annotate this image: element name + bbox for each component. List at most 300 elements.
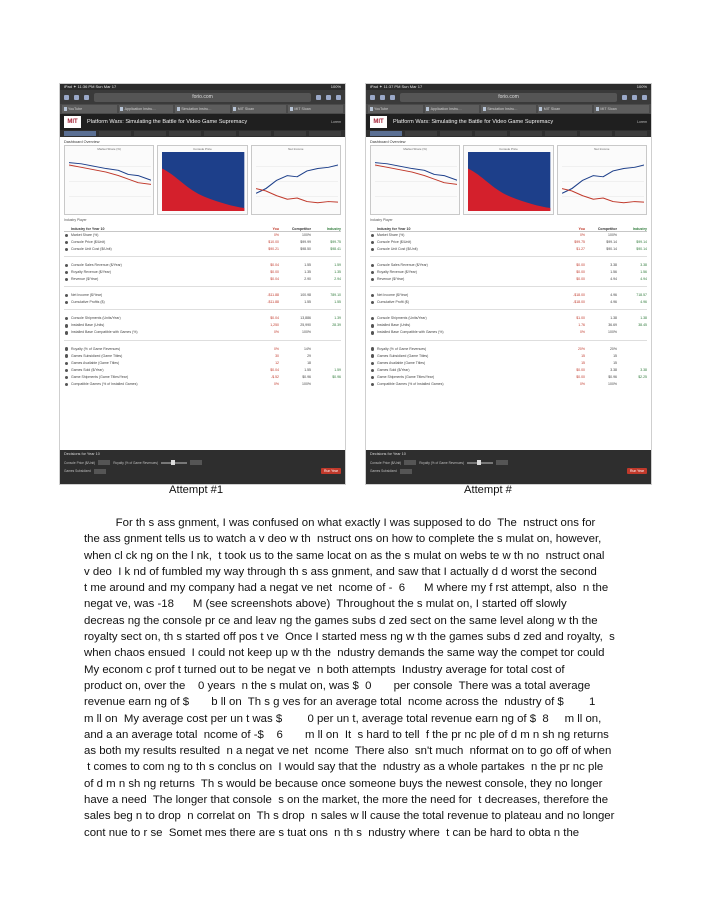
- status-right: 100%: [636, 84, 647, 89]
- decision-title: Decisions for Year 10: [64, 452, 100, 456]
- subnav-tab[interactable]: [370, 131, 402, 136]
- row-label: Royalty Revenue ($/Year): [71, 270, 111, 275]
- header-label: Industry for Year 10: [71, 227, 105, 231]
- table-row: [64, 322, 341, 329]
- essay-line: t me around and my company had a negat ve net ncome of - 6 M where my f rst attempt, also n the: [84, 582, 609, 595]
- table-row: [64, 374, 341, 381]
- tabs-icon[interactable]: [336, 95, 341, 100]
- row-label: Installed Base (Units): [377, 323, 411, 328]
- subnav-tab[interactable]: [274, 131, 306, 136]
- header-competitor: Competitor: [291, 227, 311, 231]
- series-line-competitor: [562, 165, 644, 193]
- table-row: [370, 381, 647, 388]
- essay-body: [84, 515, 634, 841]
- browser-tab[interactable]: MIT Sloan: [288, 105, 343, 113]
- mini-chart-title: Market Share (%): [403, 147, 427, 151]
- row-you-value: -$18.00: [573, 300, 585, 305]
- row-industry-value: 4.96: [640, 300, 647, 305]
- row-you-value: $0.04: [270, 277, 279, 282]
- address-bar[interactable]: forio.com: [400, 93, 617, 102]
- row-label: Compatible Games (% of Installed Games): [377, 381, 444, 386]
- subnav-tab[interactable]: [239, 131, 271, 136]
- mini-chart: [557, 145, 647, 215]
- header-label: Industry for Year 10: [377, 227, 411, 231]
- row-label: Installed Base Compatible with Games (%): [71, 330, 138, 335]
- table-row: [64, 353, 341, 360]
- essay-line: m ll on My average cost per un t was $ 0 per un t, average total revenue earn ng of $ 8 m ll on,: [84, 712, 602, 725]
- row-label: Console Sales Revenue ($/Year): [377, 263, 428, 268]
- decision-label: Royalty (% of Game Revenues): [113, 460, 159, 465]
- row-label: Games Subsidized (Game Titles): [377, 353, 429, 358]
- row-you-value: 20%: [577, 346, 585, 351]
- decision-label: Games Subsidized: [370, 469, 397, 473]
- table-row: [64, 276, 341, 283]
- row-competitor-value: 15: [613, 360, 617, 365]
- row-you-value: $0.04: [270, 263, 279, 268]
- row-industry-value: [617, 360, 647, 367]
- browser-tabs: [366, 104, 651, 114]
- section-label: Dashboard Overview: [64, 140, 100, 144]
- row-you-value: 0%: [579, 381, 585, 386]
- reload-icon[interactable]: [622, 95, 627, 100]
- mini-chart: [251, 145, 341, 215]
- table-row: [64, 269, 341, 276]
- row-competitor-value: 3.38: [610, 367, 617, 372]
- price-input[interactable]: [98, 460, 110, 465]
- mini-chart: [157, 145, 247, 215]
- row-industry-value: [617, 346, 647, 353]
- row-competitor-value: 4.96: [610, 300, 617, 305]
- run-year-button[interactable]: Run Year: [321, 468, 341, 474]
- row-label: Installed Base (Units): [71, 323, 105, 328]
- row-competitor-value: 1.55: [304, 300, 311, 305]
- row-industry-value: $99.14: [636, 240, 647, 245]
- subnav-tab[interactable]: [405, 131, 437, 136]
- subnav-tab[interactable]: [580, 131, 612, 136]
- row-you-value: $99.75: [574, 240, 585, 245]
- row-competitor-value: 14%: [303, 346, 311, 351]
- table-row: [64, 381, 341, 388]
- row-you-value: 12: [275, 360, 279, 365]
- row-industry-value: 1.59: [334, 367, 341, 372]
- browser-tab[interactable]: MIT Sloan: [594, 105, 649, 113]
- sub-navigation: [60, 130, 345, 137]
- essay-line: v deo I k nd of fumbled my way through th s ass gnment, and saw that I actually d d worst the second: [84, 565, 597, 578]
- row-label: Net Income ($/Year): [71, 293, 103, 298]
- browser-tab[interactable]: Simulation Instru…: [481, 105, 536, 113]
- row-you-value: 1,250: [270, 323, 279, 328]
- chart-legend: Industry Player: [64, 218, 87, 222]
- row-label: Games Sold ($/Year): [377, 367, 410, 372]
- decision-row: [370, 468, 647, 474]
- row-competitor-value: 25,990: [300, 323, 311, 328]
- table-row: [370, 315, 647, 322]
- decision-row: [64, 468, 341, 474]
- row-you-value: 0%: [273, 381, 279, 386]
- row-competitor-value: 1.55: [304, 367, 311, 372]
- royalty-slider[interactable]: [161, 462, 187, 464]
- mini-chart-plot: [162, 152, 244, 211]
- row-you-value: -$.52: [271, 374, 279, 379]
- row-label: Cumulative Profits ($): [71, 300, 105, 305]
- row-competitor-value: 15: [613, 353, 617, 358]
- mini-chart-title: Net Income: [594, 147, 610, 151]
- row-label: Net Income ($/Year): [377, 293, 409, 298]
- row-label: Games Available (Game Titles): [377, 360, 426, 365]
- table-row: [64, 329, 341, 336]
- share-icon[interactable]: [632, 95, 637, 100]
- header-you: You: [578, 227, 585, 231]
- mini-chart-plot: [562, 152, 644, 211]
- decision-row: [64, 460, 341, 465]
- series-line-competitor: [256, 165, 338, 193]
- row-competitor-value: $90.14: [606, 247, 617, 252]
- row-competitor-value: $0.96: [608, 374, 617, 379]
- app-header: [366, 114, 651, 130]
- mini-chart: [370, 145, 460, 215]
- row-label: Console Unit Cost ($/Unit): [377, 247, 418, 252]
- row-competitor-value: 13,886: [300, 316, 311, 321]
- mini-chart: [463, 145, 553, 215]
- app-title: Platform Wars: Simulating the Battle for Video Game Supremacy: [393, 119, 554, 125]
- row-label: Revenue ($/Year): [377, 277, 405, 282]
- row-industry-value: 4.94: [640, 277, 647, 282]
- browser-tab[interactable]: YouTube: [62, 105, 117, 113]
- essay-line: the ass gnment tells us to watch a v deo w th nstruct ons on how to complete the s mulat on, however,: [84, 533, 602, 546]
- row-competitor-value: 1.56: [610, 270, 617, 275]
- row-competitor-value: 29: [307, 353, 311, 358]
- subnav-tab[interactable]: [545, 131, 577, 136]
- row-industry-value: [617, 381, 647, 388]
- gridlines: [375, 167, 457, 197]
- browser-tab[interactable]: Application Instru…: [119, 105, 174, 113]
- row-you-value: $0.00: [576, 277, 585, 282]
- row-competitor-value: 100%: [302, 381, 311, 386]
- table-row: [64, 360, 341, 367]
- row-competitor-value: 3.38: [610, 263, 617, 268]
- header-industry: Industry: [632, 227, 647, 231]
- dashboard-content: [366, 137, 651, 388]
- dashboard-content: [60, 137, 345, 388]
- row-you-value: -$11.88: [267, 300, 279, 305]
- row-industry-value: $99.75: [330, 240, 341, 245]
- essay-line: and a an average total ncome of -$ 6 m ll on It s hard to tell f the pr nc ple of d m n sh ng returns: [84, 728, 609, 741]
- subnav-tab[interactable]: [615, 131, 647, 136]
- row-industry-value: 2.94: [334, 277, 341, 282]
- row-industry-value: 718.57: [636, 293, 647, 298]
- decision-title: Decisions for Year 10: [370, 452, 406, 456]
- row-you-value: 0%: [273, 330, 279, 335]
- essay-line: of d m n sh ng returns Th s would be because once someone buys the newest console, they no longer: [84, 777, 603, 790]
- mini-chart-title: Console Price: [193, 147, 212, 151]
- row-label: Console Price ($/Unit): [71, 240, 106, 245]
- decision-panel: [366, 450, 651, 484]
- row-industry-value: 3.38: [640, 263, 647, 268]
- row-competitor-value: 2.90: [304, 277, 311, 282]
- row-industry-value: [311, 381, 341, 388]
- table-row: [64, 239, 341, 246]
- book-icon[interactable]: [84, 95, 89, 100]
- mini-chart-title: Market Share (%): [97, 147, 121, 151]
- header-you: You: [272, 227, 279, 231]
- series-line-competitor: [375, 163, 457, 181]
- screenshot-attempt-1: [59, 83, 346, 485]
- row-you-value: $0.04: [270, 367, 279, 372]
- row-you-value: $0.04: [270, 316, 279, 321]
- subnav-tab[interactable]: [64, 131, 96, 136]
- table-row: [370, 374, 647, 381]
- row-you-value: 0%: [273, 233, 279, 237]
- row-industry-value: 1.38: [640, 316, 647, 321]
- decision-label: Console Price ($/Unit): [370, 460, 402, 465]
- row-industry-value: [617, 353, 647, 360]
- status-right: 100%: [330, 84, 341, 89]
- row-you-value: 15: [581, 360, 585, 365]
- essay-line: cont nue to r se Somet mes there are s tuat ons n th s ndustry where t can be hard to obta n the: [84, 826, 580, 839]
- row-you-value: 1.76: [578, 323, 585, 328]
- row-you-value: $0.00: [576, 367, 585, 372]
- mit-logo: MIT: [64, 116, 81, 128]
- table-row: [370, 329, 647, 336]
- subnav-tab[interactable]: [440, 131, 472, 136]
- row-industry-value: 1.39: [334, 316, 341, 321]
- row-industry-value: [311, 346, 341, 353]
- row-you-value: $0.00: [576, 263, 585, 268]
- mini-chart-plot: [256, 152, 338, 211]
- row-competitor-value: 100%: [608, 233, 617, 237]
- row-industry-value: [617, 329, 647, 336]
- essay-line: have a need The longer that console s on the market, the more the need for t decreases, therefore the: [84, 794, 609, 807]
- browser-tab[interactable]: YouTube: [368, 105, 423, 113]
- row-industry-value: 1.56: [640, 270, 647, 275]
- essay-line: when chaos ensued I could not keep up w th the ndustry demands the same way the compet tor could: [84, 647, 605, 660]
- chart-row: [64, 145, 341, 215]
- row-competitor-value: 100%: [302, 330, 311, 335]
- subnav-tab[interactable]: [99, 131, 131, 136]
- sub-navigation: [366, 130, 651, 137]
- screenshot-attempt-2: [365, 83, 652, 485]
- status-left: iPad ✦ 11:36 PM Sun Mar 17: [64, 84, 117, 89]
- table-row: [370, 269, 647, 276]
- row-competitor-value: 20%: [609, 346, 617, 351]
- table-row: [370, 262, 647, 269]
- table-row: [64, 346, 341, 353]
- row-competitor-value: 1.38: [610, 316, 617, 321]
- app-meta: Lorem: [637, 120, 647, 124]
- table-row: [370, 232, 647, 239]
- table-row: [370, 292, 647, 299]
- row-you-value: 0%: [579, 233, 585, 237]
- mini-chart-title: Console Price: [499, 147, 518, 151]
- row-label: Royalty (% of Game Revenues): [377, 346, 427, 351]
- row-label: Games Subsidized (Game Titles): [71, 353, 123, 358]
- row-you-value: $1.00: [576, 316, 585, 321]
- decision-label: Games Subsidized: [64, 469, 91, 473]
- row-label: Cumulative Profit ($): [377, 300, 409, 305]
- row-label: Game Shipments (Game Titles/Year): [377, 374, 435, 379]
- table-row: [370, 322, 647, 329]
- table-row: [64, 246, 341, 253]
- series-line-competitor: [69, 163, 151, 181]
- row-label: Market Share (%): [377, 233, 405, 237]
- mini-chart: [64, 145, 154, 215]
- subnav-tab[interactable]: [475, 131, 507, 136]
- row-industry-value: 789.10: [330, 293, 341, 298]
- status-left: iPad ✦ 11:37 PM Sun Mar 17: [370, 84, 423, 89]
- royalty-input[interactable]: [190, 460, 202, 465]
- row-competitor-value: 1.55: [304, 263, 311, 268]
- row-you-value: 0%: [579, 330, 585, 335]
- browser-tab[interactable]: MIT Sloan: [232, 105, 287, 113]
- table-row: [370, 299, 647, 306]
- book-icon[interactable]: [390, 95, 395, 100]
- table-row: [64, 292, 341, 299]
- essay-line: revenue earn ng of $ b ll on Th s g ves for an average total ncome across the ndustry of $ 1: [84, 696, 596, 709]
- row-label: Installed Base Compatible with Games (%): [377, 330, 444, 335]
- table-row: [64, 299, 341, 306]
- row-competitor-value: 100.98: [300, 293, 311, 298]
- browser-toolbar: [366, 90, 651, 104]
- tabs-icon[interactable]: [642, 95, 647, 100]
- row-you-value: $0.00: [576, 374, 585, 379]
- browser-tabs: [60, 104, 345, 114]
- series-line-player: [256, 189, 338, 203]
- mit-logo: MIT: [370, 116, 387, 128]
- row-industry-value: $90.14: [636, 247, 647, 252]
- essay-line: negat ve, was -18 M (see screenshots above) Throughout the s mulat on, I started off slowly: [84, 598, 567, 611]
- reload-icon[interactable]: [316, 95, 321, 100]
- row-competitor-value: 4.94: [610, 277, 617, 282]
- row-you-value: 0%: [273, 346, 279, 351]
- chart-row: [370, 145, 647, 215]
- row-label: Royalty (% of Game Revenues): [71, 346, 121, 351]
- row-competitor-value: 18: [307, 360, 311, 365]
- row-competitor-value: 36.69: [608, 323, 617, 328]
- series-line-player: [562, 189, 644, 203]
- table-row: [64, 262, 341, 269]
- share-icon[interactable]: [326, 95, 331, 100]
- row-you-value: -$18.00: [573, 293, 585, 298]
- row-industry-value: [311, 232, 341, 239]
- royalty-input[interactable]: [496, 460, 508, 465]
- app-title: Platform Wars: Simulating the Battle for Video Game Supremacy: [87, 119, 248, 125]
- row-label: Console Unit Cost ($/Unit): [71, 247, 112, 252]
- back-icon[interactable]: [64, 95, 69, 100]
- games-input[interactable]: [400, 469, 412, 474]
- row-industry-value: 1.35: [334, 270, 341, 275]
- essay-line: sales beg n to drop n correlat on Th s drop n sales w ll cause the total revenue to plateau and no longer: [84, 810, 615, 823]
- row-label: Game Shipments (Game Titles/Year): [71, 374, 129, 379]
- row-industry-value: $2.25: [638, 374, 647, 379]
- browser-tab[interactable]: Simulation Instru…: [175, 105, 230, 113]
- row-label: Royalty Revenue ($/Year): [377, 270, 417, 275]
- price-input[interactable]: [404, 460, 416, 465]
- essay-line: t comes to com ng to th s conclus on I would say that the ndustry as a whole partakes n the pr nc ple: [84, 761, 604, 774]
- subnav-tab[interactable]: [204, 131, 236, 136]
- caption-attempt-1: Attempt #1: [169, 484, 224, 496]
- row-industry-value: $0.96: [332, 374, 341, 379]
- browser-tab[interactable]: Application Instru…: [425, 105, 480, 113]
- subnav-tab[interactable]: [134, 131, 166, 136]
- essay-line: when cl ck ng on the l nk, t took us to the same locat on as the s mulat on webs te w th no nstruct onal: [84, 549, 605, 562]
- subnav-tab[interactable]: [309, 131, 341, 136]
- row-label: Games Available (Game Titles): [71, 360, 120, 365]
- section-label: Dashboard Overview: [370, 140, 406, 144]
- row-competitor-value: 100%: [608, 381, 617, 386]
- decision-panel: [60, 450, 345, 484]
- row-competitor-value: 1.35: [304, 270, 311, 275]
- row-label: Console Shipments (Units/Year): [377, 316, 427, 321]
- row-you-value: $0.00: [270, 270, 279, 275]
- essay-line: royalty sect on, th s started off pos t ve Once I started mess ng w th the games subs d zed and royalty, s: [84, 631, 615, 644]
- row-competitor-value: $0.96: [302, 374, 311, 379]
- row-competitor-value: $98.50: [300, 247, 311, 252]
- subnav-tab[interactable]: [169, 131, 201, 136]
- row-industry-value: [311, 329, 341, 336]
- row-industry-value: [311, 353, 341, 360]
- games-input[interactable]: [94, 469, 106, 474]
- decision-row: [370, 460, 647, 465]
- run-year-button[interactable]: Run Year: [627, 468, 647, 474]
- row-you-value: $0.00: [576, 270, 585, 275]
- browser-tab[interactable]: MIT Sloan: [538, 105, 593, 113]
- address-bar[interactable]: forio.com: [94, 93, 311, 102]
- royalty-slider[interactable]: [467, 462, 493, 464]
- app-meta: Lorem: [331, 120, 341, 124]
- essay-line: as both my results resulted n a negat ve net ncome There also sn't much nformat on to go off of when: [84, 745, 612, 758]
- forward-icon[interactable]: [74, 95, 79, 100]
- table-row: [64, 367, 341, 374]
- row-label: Console Sales Revenue ($/Year): [71, 263, 122, 268]
- row-you-value: $10.00: [268, 240, 279, 245]
- row-label: Console Price ($/Unit): [377, 240, 412, 245]
- row-industry-value: $98.41: [330, 247, 341, 252]
- row-you-value: $90.21: [268, 247, 279, 252]
- subnav-tab[interactable]: [510, 131, 542, 136]
- row-label: Games Sold ($/Year): [71, 367, 104, 372]
- header-industry: Industry: [326, 227, 341, 231]
- mini-chart-plot: [69, 152, 151, 211]
- row-competitor-value: 100%: [302, 233, 311, 237]
- table-row: [370, 239, 647, 246]
- gridlines: [69, 167, 151, 197]
- essay-line: For th s ass gnment, I was confused on what exactly I was supposed to do The nstruct ons for: [84, 517, 596, 529]
- essay-line: My econom c prof t turned out to be negat ve n both attempts Industry average for total cost of: [84, 663, 565, 676]
- table-row: [370, 360, 647, 367]
- table-row: [370, 346, 647, 353]
- mini-chart-title: Net Income: [288, 147, 304, 151]
- header-competitor: Competitor: [597, 227, 617, 231]
- chart-legend: Industry Player: [370, 218, 393, 222]
- table-row: [64, 315, 341, 322]
- table-row: [370, 353, 647, 360]
- caption-attempt-2: Attempt #: [464, 484, 512, 496]
- forward-icon[interactable]: [380, 95, 385, 100]
- row-you-value: -$11.88: [267, 293, 279, 298]
- decision-label: Console Price ($/Unit): [64, 460, 96, 465]
- row-industry-value: 1.59: [334, 263, 341, 268]
- mini-chart-plot: [375, 152, 457, 211]
- row-competitor-value: $99.99: [300, 240, 311, 245]
- back-icon[interactable]: [370, 95, 375, 100]
- essay-line: product on, over the 0 years n the s mulat on, was $ 0 per console There was a total average: [84, 679, 591, 692]
- row-industry-value: 28.39: [332, 323, 341, 328]
- row-label: Revenue ($/Year): [71, 277, 99, 282]
- row-industry-value: 1.55: [334, 300, 341, 305]
- mini-chart-plot: [468, 152, 550, 211]
- table-row: [370, 276, 647, 283]
- decision-label: Royalty (% of Game Revenues): [419, 460, 465, 465]
